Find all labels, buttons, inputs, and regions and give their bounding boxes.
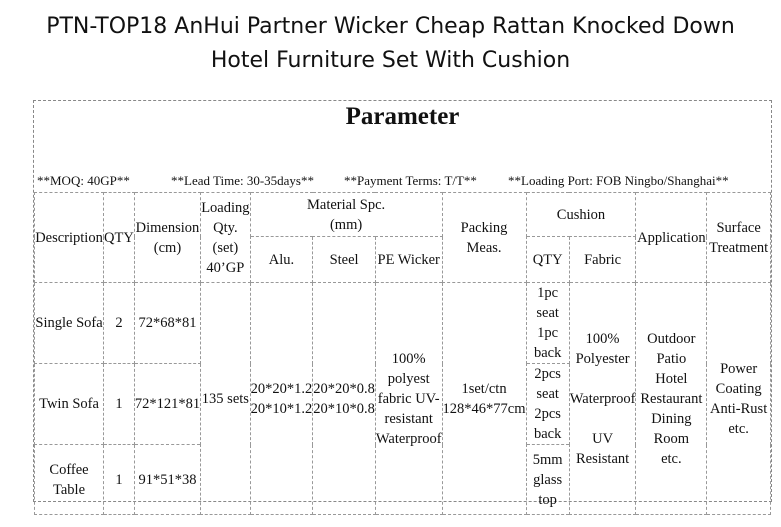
loading-qty-value: 135 sets bbox=[201, 283, 251, 515]
header-description: Description bbox=[35, 193, 104, 283]
header-surface-line: Treatment bbox=[709, 239, 769, 256]
pe-wicker-line: resistant bbox=[384, 410, 433, 427]
payment-terms-text: **Payment Terms: T/T** bbox=[344, 173, 477, 188]
header-qty: QTY bbox=[104, 193, 135, 283]
header-fabric: Fabric bbox=[569, 237, 636, 283]
header-loading-line: (set) bbox=[212, 239, 239, 256]
pe-wicker-line: fabric UV- bbox=[377, 390, 440, 407]
fabric-line: Waterproof bbox=[569, 390, 636, 407]
row-dimension: 72*68*81 bbox=[134, 283, 200, 364]
packing-line: 1set/ctn bbox=[461, 380, 507, 397]
alu-line: 20*10*1.2 bbox=[250, 400, 313, 417]
header-dimension-line: Dimension bbox=[135, 219, 200, 236]
pe-wicker-value bbox=[375, 283, 442, 515]
application-value bbox=[636, 283, 707, 515]
header-loading-line: Loading bbox=[201, 199, 250, 216]
header-alu: Alu. bbox=[250, 237, 313, 283]
cushion-qty-line: 2pcs seat bbox=[534, 366, 561, 402]
application-line: Hotel bbox=[655, 370, 688, 387]
header-packing: Packing Meas. bbox=[442, 193, 526, 283]
row-dimension: 91*51*38 bbox=[134, 445, 200, 515]
surface-line: etc. bbox=[728, 420, 749, 437]
row-cushion-qty bbox=[526, 283, 569, 364]
fabric-spacer bbox=[570, 369, 636, 389]
header-material bbox=[250, 193, 442, 237]
cushion-qty-line: 1pc seat bbox=[536, 285, 559, 321]
row-qty: 1 bbox=[104, 445, 135, 515]
header-dimension-line: (cm) bbox=[153, 239, 182, 256]
packing-line: 128*46*77cm bbox=[442, 400, 526, 417]
row-cushion-qty bbox=[526, 445, 569, 515]
loading-port-text: **Loading Port: FOB Ningbo/Shanghai** bbox=[508, 173, 729, 188]
header-loading-line: 40’GP bbox=[206, 259, 245, 276]
cushion-qty-line: 1pc back bbox=[533, 325, 562, 361]
cushion-qty-line: 5mm glass top bbox=[532, 451, 563, 508]
header-loading-qty bbox=[201, 193, 251, 283]
row-cushion-qty bbox=[526, 364, 569, 445]
surface-line: Anti-Rust bbox=[710, 400, 768, 417]
header-steel: Steel bbox=[313, 237, 376, 283]
row-dimension: 72*121*81 bbox=[134, 364, 200, 445]
header-surface bbox=[707, 193, 771, 283]
pe-wicker-line: 100% bbox=[391, 350, 426, 367]
fabric-line: Polyester bbox=[575, 350, 630, 367]
header-surface-line: Surface bbox=[716, 219, 761, 236]
cushion-qty-line: 2pcs back bbox=[533, 406, 562, 442]
lead-time-text: **Lead Time: 30-35days** bbox=[171, 173, 314, 188]
header-cushion: Cushion bbox=[526, 193, 636, 237]
application-line: etc. bbox=[661, 450, 682, 467]
alu-line: 20*20*1.2 bbox=[250, 380, 313, 397]
packing-value bbox=[442, 283, 526, 515]
alu-value bbox=[250, 283, 313, 515]
application-line: Dining Room bbox=[651, 410, 692, 447]
row-qty: 2 bbox=[104, 283, 135, 364]
product-title-line2: Hotel Furniture Set With Cushion bbox=[210, 48, 571, 73]
header-cushion-qty: QTY bbox=[526, 237, 569, 283]
parameter-title: Parameter bbox=[345, 103, 460, 130]
header-loading-line: Qty. bbox=[213, 219, 238, 236]
table-row bbox=[35, 283, 771, 364]
fabric-spacer bbox=[570, 409, 636, 429]
surface-line: Coating bbox=[715, 380, 762, 397]
application-line: Restaurant bbox=[640, 390, 703, 407]
header-material-line: Material Spc. bbox=[307, 196, 386, 213]
pe-wicker-line: Waterproof bbox=[375, 430, 442, 447]
header-dimension bbox=[134, 193, 200, 283]
moq-text: **MOQ: 40GP** bbox=[37, 173, 130, 188]
fabric-line: 100% bbox=[585, 330, 620, 347]
row-description: Twin Sofa bbox=[35, 364, 104, 445]
row-description: Single Sofa bbox=[35, 283, 104, 364]
product-title bbox=[0, 10, 781, 78]
row-description: Coffee Table bbox=[35, 445, 104, 515]
header-material-line: (mm) bbox=[329, 216, 363, 233]
row-qty: 1 bbox=[104, 364, 135, 445]
fabric-value bbox=[569, 283, 636, 515]
parameter-table bbox=[34, 192, 771, 515]
surface-line: Power bbox=[720, 360, 758, 377]
surface-value bbox=[707, 283, 771, 515]
fabric-line: Resistant bbox=[576, 450, 630, 467]
steel-value bbox=[313, 283, 376, 515]
header-pe-wicker: PE Wicker bbox=[375, 237, 442, 283]
pe-wicker-line: polyest bbox=[387, 370, 430, 387]
header-application: Application bbox=[636, 193, 707, 283]
application-line: Outdoor Patio bbox=[647, 330, 696, 367]
parameter-sheet bbox=[33, 100, 772, 508]
steel-line: 20*20*0.8 bbox=[313, 380, 375, 397]
product-title-line1: PTN-TOP18 AnHui Partner Wicker Cheap Rattan Knocked Down bbox=[46, 14, 735, 39]
fabric-line: UV bbox=[592, 430, 614, 447]
steel-line: 20*10*0.8 bbox=[313, 400, 375, 417]
